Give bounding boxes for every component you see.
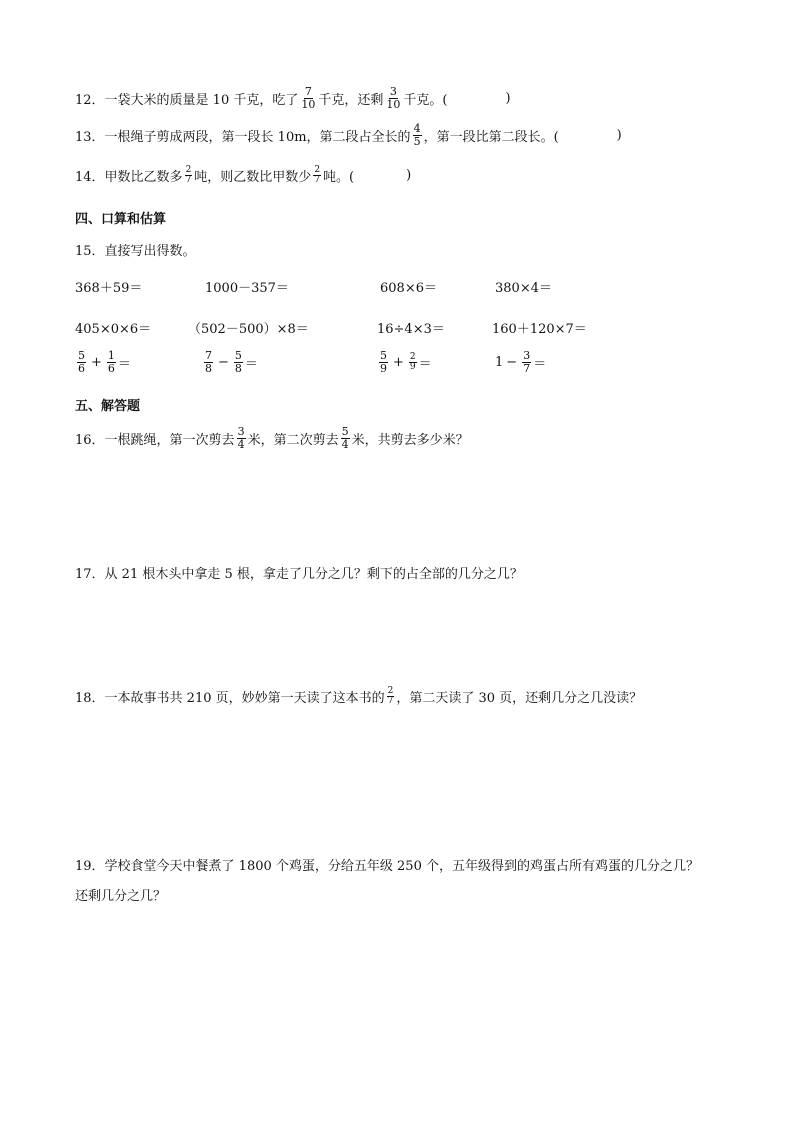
fraction: $\frac{5}{6}$ <box>78 349 85 375</box>
question-12 <box>75 86 511 111</box>
q12-number: 12． <box>75 93 105 108</box>
q14-fraction-2: $\frac{2}{7}$ <box>314 165 321 185</box>
calc-item: 405×0×6＝ <box>75 322 152 337</box>
operator: − <box>218 355 229 370</box>
q13-text-b: ，第一段比第二段长。( <box>423 130 559 145</box>
q12-text-a: 一袋大米的质量是 10 千克，吃了 <box>104 93 299 108</box>
calc-item: 380×4＝ <box>495 281 552 296</box>
q14-text-b: 吨，则乙数比甲数少 <box>194 170 312 185</box>
question-14 <box>75 166 411 185</box>
calc-item: 368＋59＝ <box>75 281 143 296</box>
calc-fraction-item <box>377 350 432 375</box>
question-16 <box>75 426 469 451</box>
q18-text-b: ，第二天读了 30 页，还剩几分之几没读？ <box>396 691 643 706</box>
calc-fraction-item <box>75 350 131 375</box>
q14-text-a: 甲数比乙数多 <box>104 170 183 185</box>
q13-text-c: ) <box>616 128 622 143</box>
q18-fraction: $\frac{2}{7}$ <box>387 686 394 706</box>
q12-text-c: 千克。( <box>403 93 448 108</box>
question-15: 15．直接写出得数。 <box>75 244 196 259</box>
section-heading-4: 四、口算和估算 <box>75 212 167 227</box>
fraction: $\frac{3}{7}$ <box>523 349 531 375</box>
calc-fraction-item <box>202 350 258 375</box>
q13-number: 13． <box>75 130 105 145</box>
q16-text-a: 一根跳绳，第一次剪去 <box>104 433 235 448</box>
q16-fraction-1: $\frac{3}{4}$ <box>237 425 245 451</box>
operator: − <box>506 355 518 370</box>
calc-item: 160＋120×7＝ <box>492 322 587 337</box>
equals-sign: ＝ <box>418 357 432 372</box>
fraction: $\frac{5}{8}$ <box>234 349 242 375</box>
operator: + <box>91 355 102 370</box>
question-19-line-2: 还剩几分之几？ <box>75 889 167 904</box>
q12-text-d: ) <box>505 91 511 106</box>
q14-text-c: 吨。( <box>323 170 355 185</box>
q16-fraction-2: $\frac{5}{4}$ <box>341 425 349 451</box>
q14-text-d: ) <box>406 168 412 183</box>
section-heading-5: 五、解答题 <box>75 399 141 414</box>
question-13 <box>75 123 622 148</box>
q18-number: 18． <box>75 691 105 706</box>
q16-number: 16． <box>75 433 105 448</box>
fraction: $\frac{5}{9}$ <box>380 349 387 375</box>
q14-number: 14． <box>75 170 105 185</box>
calc-item: （502－500）×8＝ <box>188 322 309 337</box>
q12-fraction-1: $\frac{7}{10}$ <box>301 85 316 111</box>
fraction: $\frac{7}{8}$ <box>205 349 212 375</box>
question-17: 17．从 21 根木头中拿走 5 根，拿走了几分之几？剩下的占全部的几分之几？ <box>75 567 523 582</box>
fraction: $\frac{2}{9}$ <box>409 352 416 372</box>
question-19-line-1: 19．学校食堂今天中餐煮了 1800 个鸡蛋，分给五年级 250 个，五年级得到的鸡蛋占所有鸡蛋的几分之几？ <box>75 859 699 874</box>
calc-item: 1000－357＝ <box>205 281 289 296</box>
fraction: $\frac{1}{6}$ <box>107 349 115 375</box>
q12-text-b: 千克，还剩 <box>318 93 384 108</box>
calc-item: 608×6＝ <box>380 281 437 296</box>
q16-text-c: 米，共剪去多少米？ <box>351 433 469 448</box>
q13-text-a: 一根绳子剪成两段，第一段长 10m，第二段占全长的 <box>104 130 411 145</box>
q13-fraction: $\frac{4}{5}$ <box>413 122 421 148</box>
calc-fraction-item <box>495 350 546 375</box>
q12-fraction-2: $\frac{3}{10}$ <box>386 85 401 111</box>
equals-sign: ＝ <box>244 357 258 372</box>
equals-sign: ＝ <box>533 357 547 372</box>
question-18 <box>75 687 642 706</box>
q14-fraction-1: $\frac{2}{7}$ <box>185 165 192 185</box>
calc-item: 16÷4×3＝ <box>377 322 445 337</box>
lead-number: 1 <box>495 355 504 370</box>
operator: + <box>393 355 404 370</box>
q16-text-b: 米，第二次剪去 <box>247 433 339 448</box>
q18-text-a: 一本故事书共 210 页，妙妙第一天读了这本书的 <box>104 691 385 706</box>
equals-sign: ＝ <box>117 357 131 372</box>
